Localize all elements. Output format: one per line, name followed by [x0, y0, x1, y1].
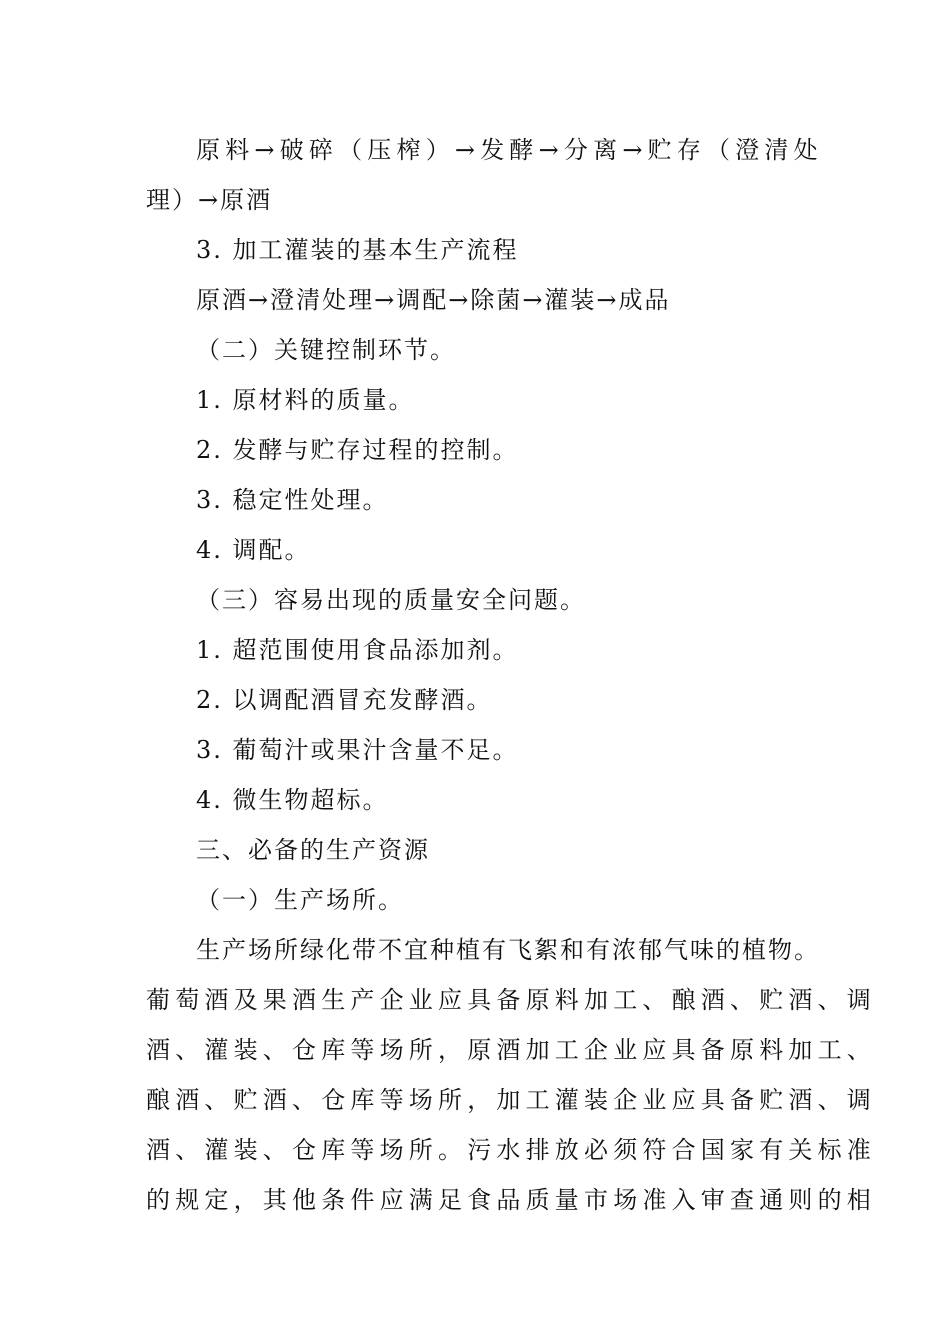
list-item: 1. 原材料的质量。: [196, 386, 415, 414]
process-flow-line-1: 原料→破碎（压榨）→发酵→分离→贮存（澄清处: [196, 136, 823, 164]
list-item: 3. 葡萄汁或果汁含量不足。: [196, 736, 519, 764]
paragraph-line: 酒、灌装、仓库等场所，原酒加工企业应具备原料加工、: [146, 1036, 876, 1064]
paragraph-line: 葡萄酒及果酒生产企业应具备原料加工、酿酒、贮酒、调: [146, 986, 876, 1014]
list-item: 3. 稳定性处理。: [196, 486, 389, 514]
list-item: 2. 以调配酒冒充发酵酒。: [196, 686, 493, 714]
list-item: 4. 调配。: [196, 536, 311, 564]
process-flow-line: 原酒→澄清处理→调配→除菌→灌装→成品: [196, 286, 671, 314]
section-heading: （一）生产场所。: [196, 886, 404, 914]
list-item: 4. 微生物超标。: [196, 786, 389, 814]
list-item: 1. 超范围使用食品添加剂。: [196, 636, 519, 664]
paragraph-line: 的规定，其他条件应满足食品质量市场准入审查通则的相: [146, 1186, 876, 1214]
paragraph-line: 酿酒、贮酒、仓库等场所，加工灌装企业应具备贮酒、调: [146, 1086, 876, 1114]
chapter-heading: 三、必备的生产资源: [196, 836, 430, 864]
paragraph-line: 生产场所绿化带不宜种植有飞絮和有浓郁气味的植物。: [196, 936, 820, 964]
section-heading: （二）关键控制环节。: [196, 336, 456, 364]
subsection-heading: 3. 加工灌装的基本生产流程: [196, 236, 519, 264]
process-flow-line-2: 理）→原酒: [146, 186, 273, 214]
list-item: 2. 发酵与贮存过程的控制。: [196, 436, 519, 464]
paragraph-line: 酒、灌装、仓库等场所。污水排放必须符合国家有关标准: [146, 1136, 876, 1164]
section-heading: （三）容易出现的质量安全问题。: [196, 586, 586, 614]
